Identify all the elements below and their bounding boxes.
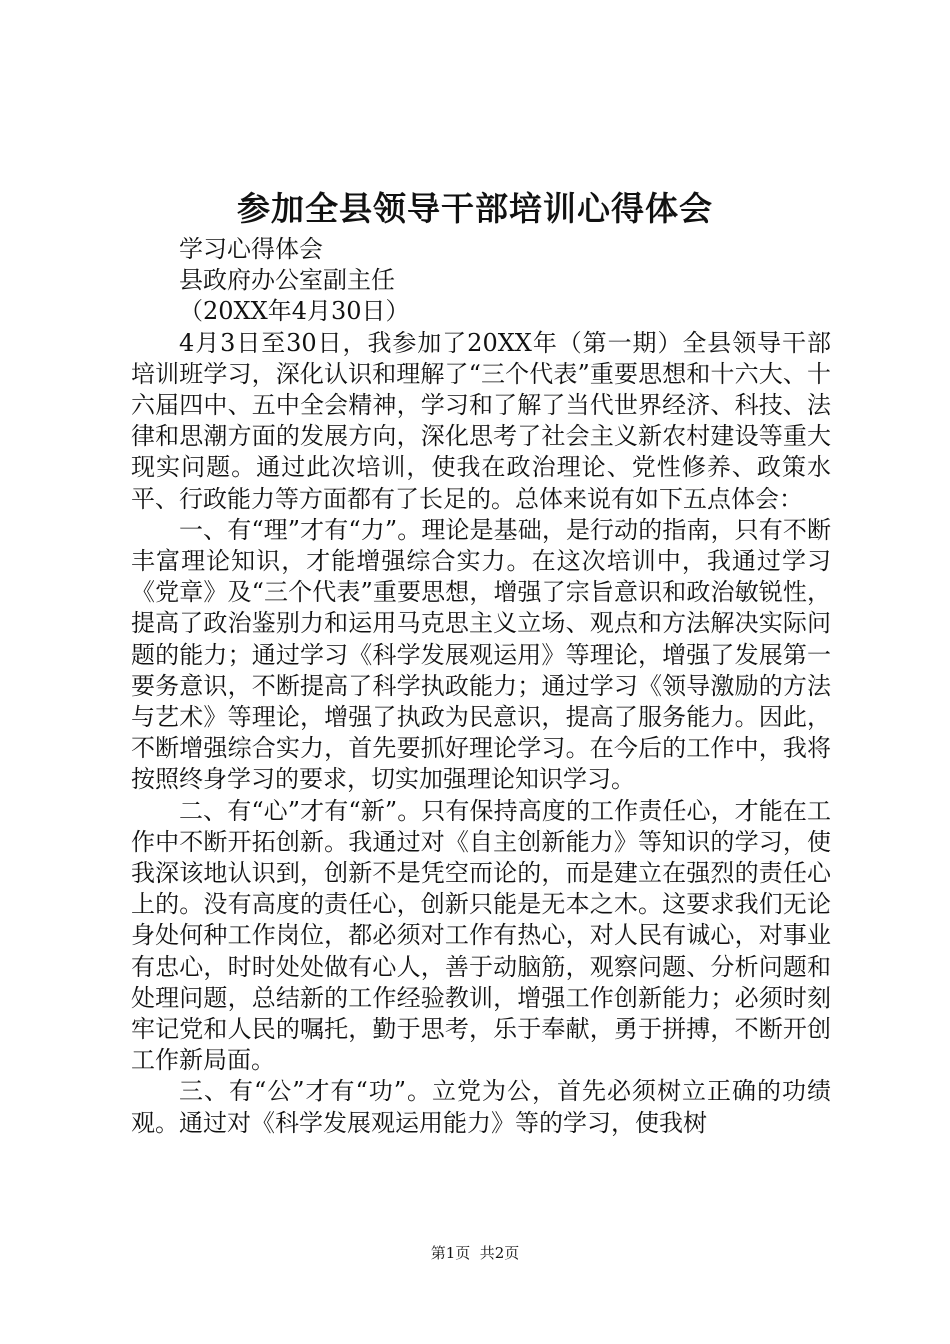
paragraph-point-one: 一、有“理”才有“力”。理论是基础，是行动的指南，只有不断丰富理论知识，才能增强综合实力。在这次培训中，我通过学习《党章》及“三个代表”重要思想，增强了宗旨意识和政治敏锐性，提高了政治鉴别力和运用马克思主义立场、观点和方法解决实际问题的能力；通过学习《科学发展观运用》等理论，增强了发展第一要务意识，不断提高了科学执政能力；通过学习《领导激励的方法与艺术》等理论，增强了执政为民意识，提高了服务能力。因此，不断增强综合实力，首先要抓好理论学习。在今后的工作中，我将按照终身学习的要求，切实加强理论知识学习。 <box>131 515 831 794</box>
page-footer <box>0 1241 950 1265</box>
paragraph-intro: 4月3日至30日，我参加了20XX年（第一期）全县领导干部培训班学习，深化认识和理解了“三个代表”重要思想和十六大、十六届四中、五中全会精神，学习和了解了当代世界经济、科技、法律和思潮方面的发展方向，深化思考了社会主义新农村建设等重大现实问题。通过此次培训，使我在政治理论、党性修养、政策水平、行政能力等方面都有了长足的。总体来说有如下五点体会： <box>131 328 831 513</box>
paragraph-point-three: 三、有“公”才有“功”。立党为公，首先必须树立正确的功绩观。通过对《科学发展观运用能力》等的学习，使我树 <box>131 1077 831 1137</box>
document-title: 参加全县领导干部培训心得体会 <box>237 189 713 228</box>
meta-line-category: 学习心得体会 <box>179 235 323 263</box>
document-body <box>131 234 831 1139</box>
paragraph-point-two: 二、有“心”才有“新”。只有保持高度的工作责任心，才能在工作中不断开拓创新。我通过对《自主创新能力》等知识的学习，使我深该地认识到，创新不是凭空而论的，而是建立在强烈的责任心上的。没有高度的责任心，创新只能是无本之木。这要求我们无论身处何种工作岗位，都必须对工作有热心，对人民有诚心，对事业有忠心，时时处处做有心人，善于动脑筋，观察问题、分析问题和处理问题，总结新的工作经验教训，增强工作创新能力；必须时刻牢记党和人民的嘱托，勤于思考，乐于奉献，勇于拼搏，不断开创工作新局面。 <box>131 796 831 1075</box>
page-number: 第1页 共2页 <box>430 1244 520 1262</box>
meta-line-author: 县政府办公室副主任 <box>179 266 395 295</box>
meta-line-date: （20XX年4月30日） <box>179 297 410 326</box>
